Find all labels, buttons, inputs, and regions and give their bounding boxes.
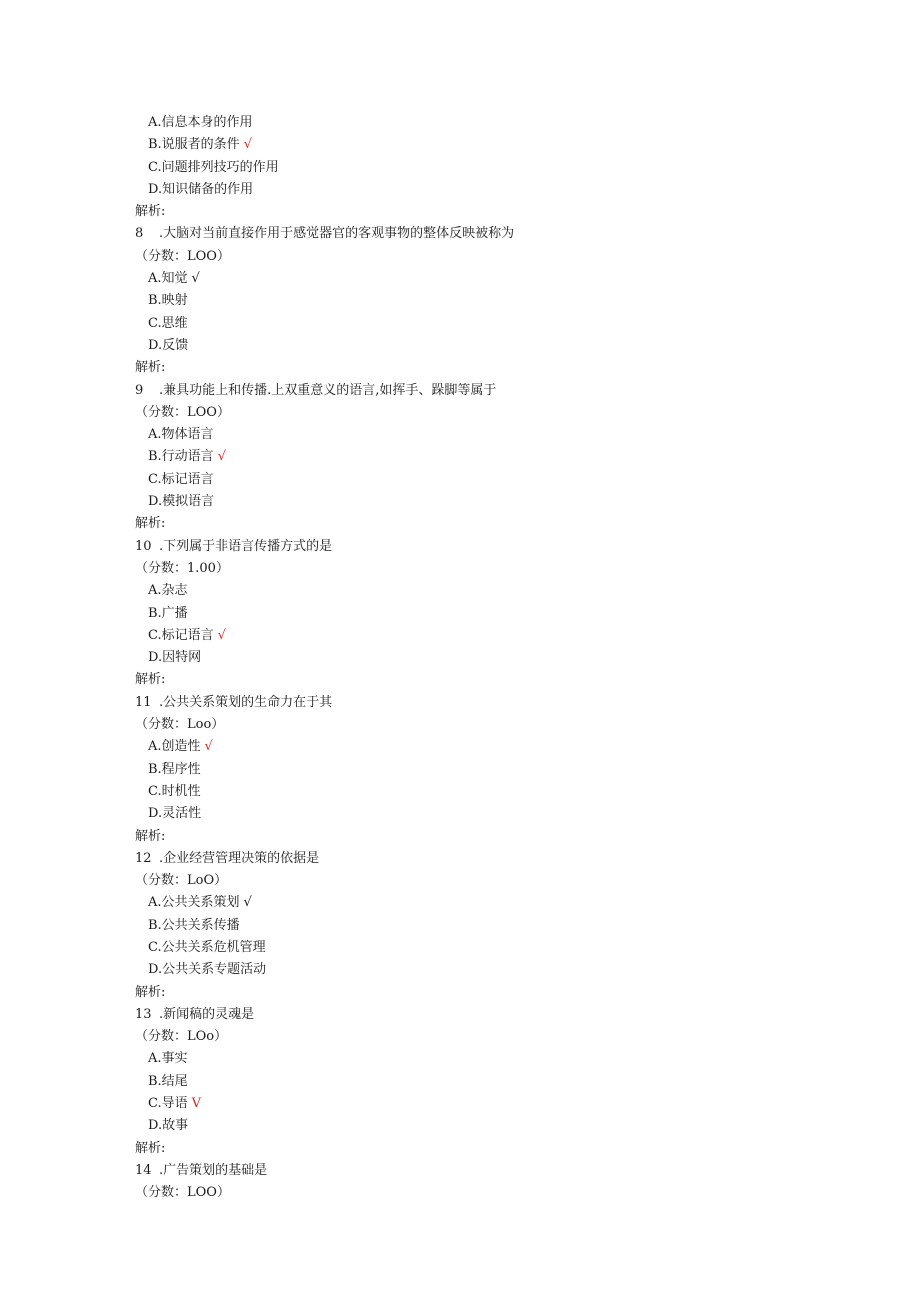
question-number: 12: [135, 850, 152, 866]
question-number: 11: [135, 694, 152, 710]
question-score: （分数：1.00）: [135, 560, 229, 576]
question-number: 8: [135, 226, 144, 242]
option-a: [0, 736, 920, 758]
option-b: B.说服者的条件 √: [148, 137, 252, 153]
question-score: （分数：Loo）: [135, 717, 225, 733]
option-text: A.物体语言: [148, 427, 214, 443]
option-b: [0, 1071, 920, 1093]
option-d: [0, 335, 920, 357]
option-a: [0, 892, 920, 914]
option-text: A.创造性: [148, 739, 201, 755]
option-text: C.导语: [148, 1096, 188, 1112]
option-c: [0, 469, 920, 491]
question-score: （分数：LoO）: [135, 873, 228, 889]
question-text: .广告策划的基础是: [159, 1162, 268, 1178]
option-text: C.思维: [148, 315, 188, 331]
option-text: B.行动语言: [148, 449, 214, 465]
option-text: C.标记语言: [148, 627, 214, 643]
question-text: .企业经营管理决策的依据是: [159, 850, 320, 866]
option-text: A.事实: [148, 1051, 188, 1067]
option-text: C.标记语言: [148, 471, 214, 487]
option-a: [0, 580, 920, 602]
question-number: 9: [135, 382, 144, 398]
option-c: [0, 1093, 920, 1115]
option-d: [0, 491, 920, 513]
option-a: A.信息本身的作用: [148, 115, 253, 130]
question-text: .下列属于非语言传播方式的是: [159, 538, 333, 554]
check-mark-icon: √: [217, 627, 226, 643]
question-stem: [0, 1004, 920, 1026]
option-text: B.映射: [148, 293, 188, 309]
question-stem: [0, 223, 920, 245]
question-stem: [0, 692, 920, 714]
question-stem: [0, 848, 920, 870]
option-d: D.知识储备的作用: [148, 181, 254, 197]
check-mark-icon: V: [191, 1096, 202, 1112]
option-b: [0, 603, 920, 625]
analysis-label: 解析:: [135, 204, 166, 220]
option-text: A.知觉: [148, 271, 188, 287]
option-d: [0, 959, 920, 981]
question-text: .兼具功能上和传播.上双重意义的语言,如挥手、跺脚等属于: [159, 382, 497, 398]
question-stem: [0, 380, 920, 402]
question-block: [0, 692, 920, 848]
option-text: D.灵活性: [148, 806, 202, 822]
question-block: [0, 223, 920, 379]
check-mark-icon: √: [217, 449, 226, 465]
option-d: [0, 1115, 920, 1137]
analysis-label: 解析:: [135, 516, 166, 532]
question-stem: [0, 536, 920, 558]
option-text: D.公共关系专题活动: [148, 962, 267, 978]
option-c: [0, 313, 920, 335]
question-block: [0, 1004, 920, 1160]
option-c: [0, 937, 920, 959]
question-number: 10: [135, 538, 152, 554]
option-b: [0, 446, 920, 468]
option-c: [0, 781, 920, 803]
analysis-label: 解析:: [135, 1140, 166, 1156]
check-mark-icon: √: [243, 137, 252, 153]
option-b: [0, 915, 920, 937]
analysis-label: 解析:: [135, 360, 166, 376]
option-d: [0, 647, 920, 669]
option-c: [0, 625, 920, 647]
option-text: D.模拟语言: [148, 494, 215, 510]
option-text: D.反馈: [148, 337, 189, 353]
option-text: B.公共关系传播: [148, 917, 240, 933]
question-block: [0, 1160, 920, 1205]
analysis-label: 解析:: [135, 828, 166, 844]
option-text: D.故事: [148, 1118, 189, 1134]
check-mark-icon: √: [191, 271, 200, 287]
question-list: [0, 223, 920, 1204]
option-text: B.广播: [148, 605, 188, 621]
option-d: [0, 803, 920, 825]
option-a: [0, 424, 920, 446]
option-text: C.公共关系危机管理: [148, 939, 266, 955]
option-text: C.时机性: [148, 783, 201, 799]
option-a: [0, 268, 920, 290]
option-b: [0, 759, 920, 781]
question-block: [0, 848, 920, 1004]
question-number: 14: [135, 1162, 152, 1178]
option-text: B.结尾: [148, 1073, 188, 1089]
check-mark-icon: √: [204, 739, 213, 755]
option-a: [0, 1048, 920, 1070]
question-score: （分数：LOO）: [135, 248, 230, 264]
question-score: （分数：LOo）: [135, 1029, 228, 1045]
option-text: A.杂志: [148, 583, 188, 599]
analysis-label: 解析:: [135, 672, 166, 688]
option-text: B.程序性: [148, 761, 201, 777]
question-block: [0, 380, 920, 536]
question-score: （分数：LOO）: [135, 404, 230, 420]
question-text: .大脑对当前直接作用于感觉器官的客观事物的整体反映被称为: [159, 226, 515, 242]
question-7-tail: [0, 112, 920, 223]
check-mark-icon: √: [243, 895, 252, 911]
question-text: .公共关系策划的生命力在于其: [159, 694, 333, 710]
question-number: 13: [135, 1006, 152, 1022]
question-stem: [0, 1160, 920, 1182]
question-block: [0, 536, 920, 692]
option-b: [0, 290, 920, 312]
option-text: A.公共关系策划: [148, 895, 240, 911]
option-c: C.问题排列技巧的作用: [148, 159, 279, 175]
analysis-label: 解析:: [135, 984, 166, 1000]
question-score: （分数：LOO）: [135, 1185, 230, 1201]
option-text: D.因特网: [148, 650, 202, 666]
question-text: .新闻稿的灵魂是: [159, 1006, 255, 1022]
